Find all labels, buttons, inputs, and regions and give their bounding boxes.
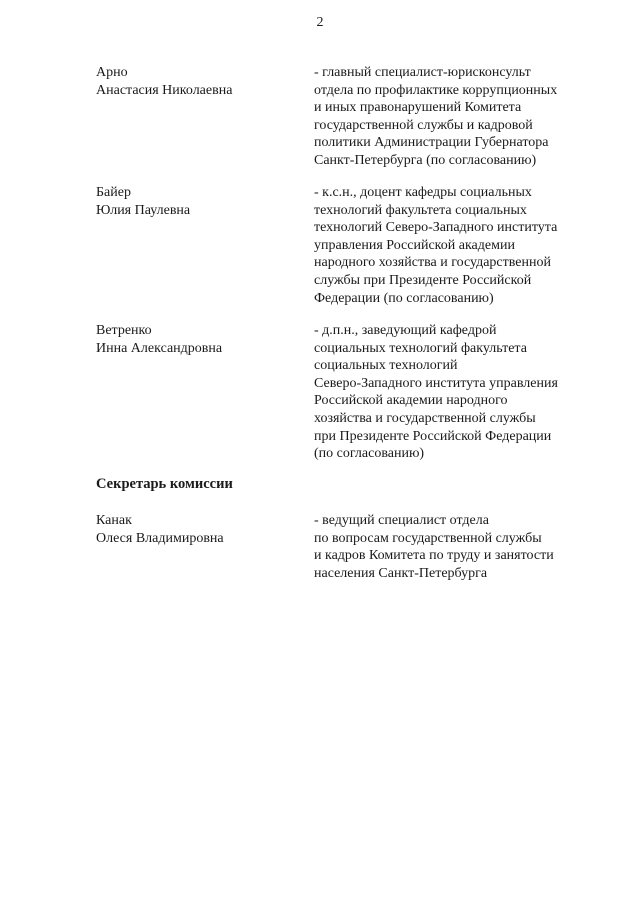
role-line: и кадров Комитета по труду и занятости xyxy=(314,548,554,564)
role-line: населения Санкт-Петербурга xyxy=(314,565,488,581)
role-line: Российской академии народного xyxy=(314,393,508,409)
secretary-role xyxy=(314,512,594,582)
role-line: социальных технологий факультета xyxy=(314,340,527,356)
member-surname: Байер xyxy=(96,185,131,200)
member-role xyxy=(314,64,594,170)
member-role xyxy=(314,184,594,307)
role-line: хозяйства и государственной службы xyxy=(314,410,536,426)
role-line: народного хозяйства и государственной xyxy=(314,255,551,271)
member-name xyxy=(96,64,296,99)
member-given-names: Анастасия Николаевна xyxy=(96,82,233,98)
secretary-surname: Канак xyxy=(96,513,132,528)
role-line: Северо-Западного института управления xyxy=(314,375,558,391)
role-line: отдела по профилактике коррупционных xyxy=(314,82,558,98)
role-line: - к.с.н., доцент кафедры социальных xyxy=(314,185,532,200)
role-line: - д.п.н., заведующий кафедрой xyxy=(314,323,497,338)
role-line: социальных технологий xyxy=(314,358,458,374)
role-line: при Президенте Российской Федерации xyxy=(314,428,552,444)
role-line: государственной службы и кадровой xyxy=(314,117,533,133)
role-line: (по согласованию) xyxy=(314,446,425,462)
role-line: технологий Северо-Западного института xyxy=(314,220,558,236)
member-name xyxy=(96,184,296,219)
role-line: политики Администрации Губернатора xyxy=(314,135,549,151)
role-line: - главный специалист-юрисконсульт xyxy=(314,65,531,80)
role-line: Санкт-Петербурга (по согласованию) xyxy=(314,152,537,168)
secretary-name xyxy=(96,512,296,547)
member-given-names: Юлия Паулевна xyxy=(96,202,191,218)
page-number: 2 xyxy=(316,15,324,30)
member-surname: Ветренко xyxy=(96,323,152,338)
role-line: по вопросам государственной службы xyxy=(314,530,542,546)
member-surname: Арно xyxy=(96,65,128,80)
member-given-names: Инна Александровна xyxy=(96,340,223,356)
member-role xyxy=(314,322,594,463)
role-line: - ведущий специалист отдела xyxy=(314,513,489,528)
secretary-given-names: Олеся Владимировна xyxy=(96,530,224,546)
role-line: управления Российской академии xyxy=(314,237,515,253)
role-line: и иных правонарушений Комитета xyxy=(314,100,522,116)
member-name xyxy=(96,322,296,357)
role-line: технологий факультета социальных xyxy=(314,202,527,218)
role-line: Федерации (по согласованию) xyxy=(314,290,494,306)
role-line: службы при Президенте Российской xyxy=(314,272,532,288)
secretary-heading: Секретарь комиссии xyxy=(96,476,233,492)
